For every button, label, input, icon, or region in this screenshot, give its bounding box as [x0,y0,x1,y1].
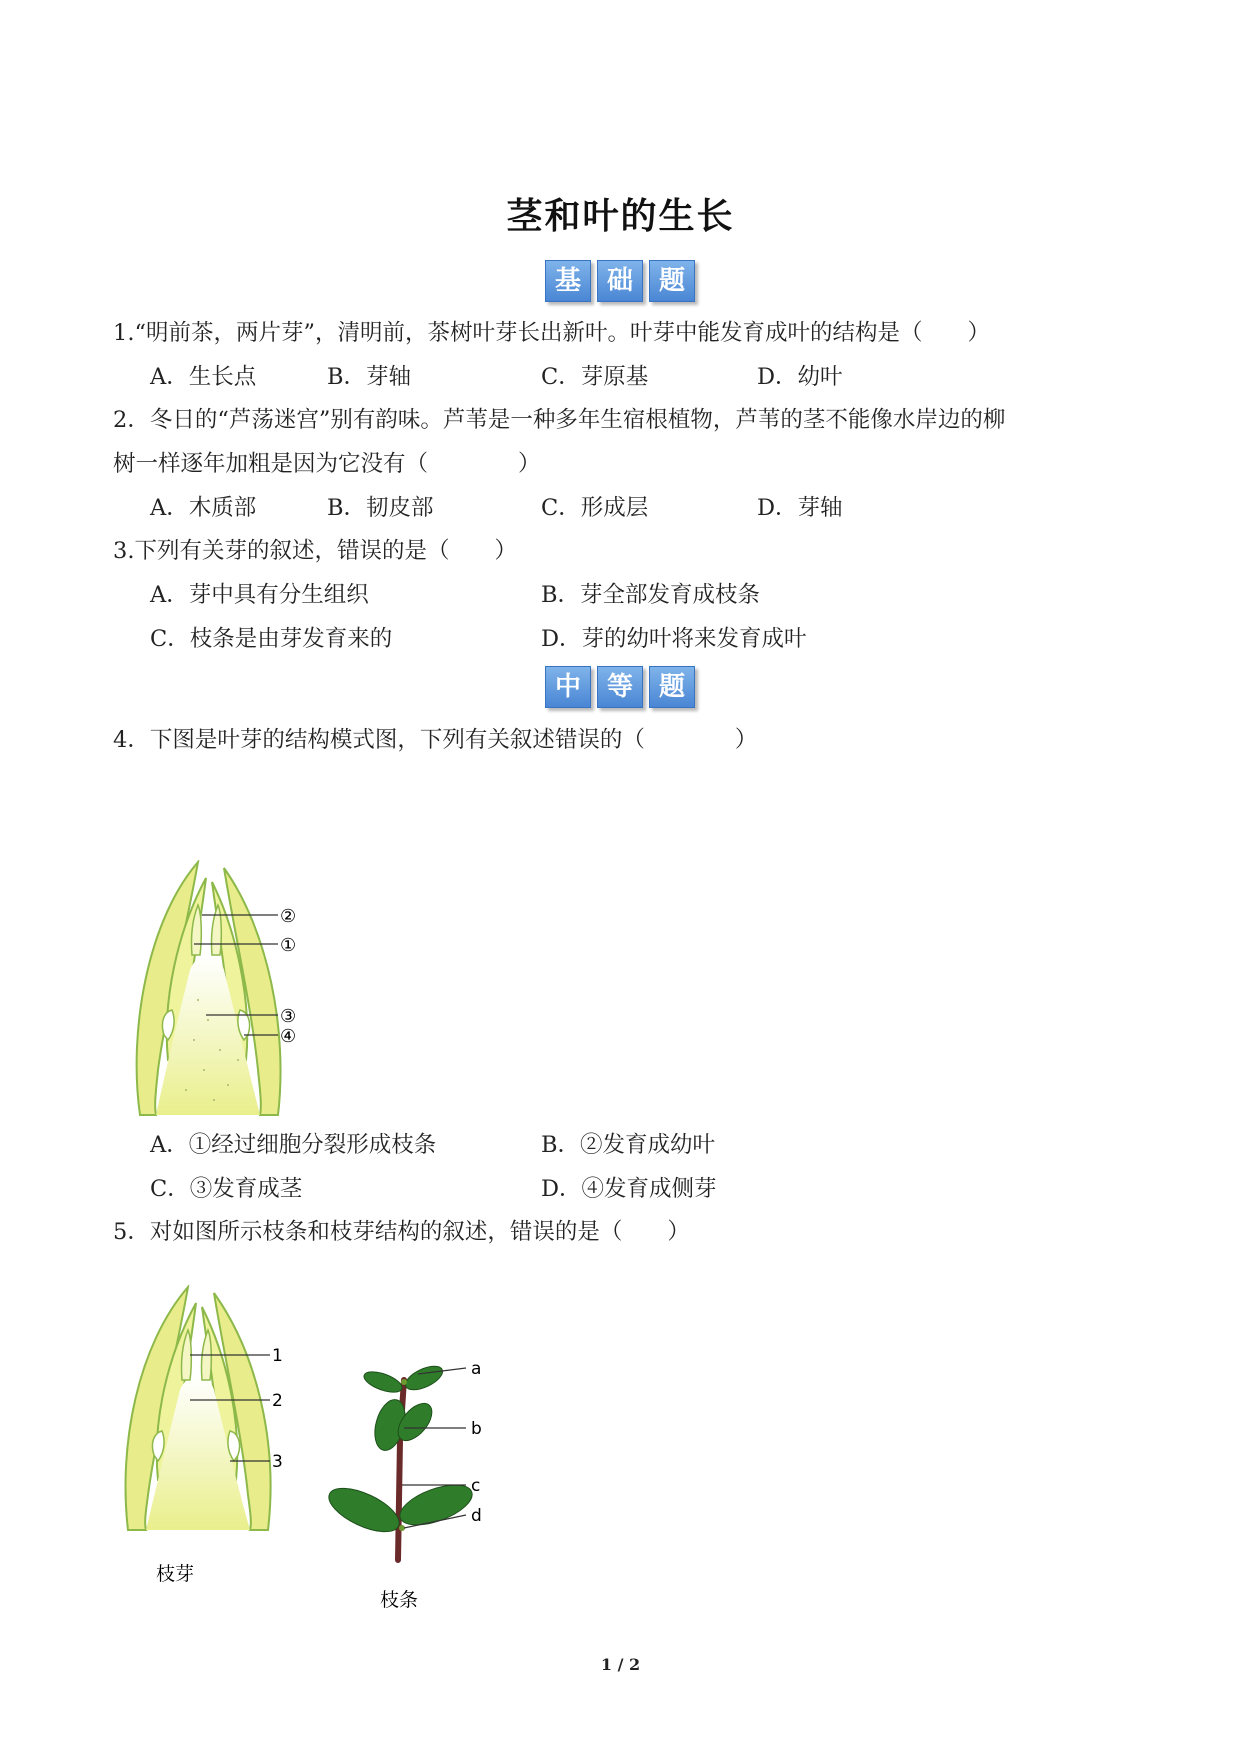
q4-option-a: A．①经过细胞分裂形成枝条 [150,1132,437,1158]
q3-option-b: B．芽全部发育成枝条 [541,582,761,608]
badge-char: 题 [649,260,695,302]
branch-caption: 枝条 [380,1589,419,1610]
section-badge-basic [545,260,695,302]
bud-label-1: ① [280,935,297,956]
question-1-stem: 1.“明前茶，两片芽”，清明前，茶树叶芽长出新叶。叶芽中能发育成叶的结构是（ ） [113,320,990,346]
bud-caption: 枝芽 [156,1563,195,1585]
bud-label-3: ③ [280,1006,297,1027]
question-4-stem: 4．下图是叶芽的结构模式图，下列有关叙述错误的（ ） [113,727,758,753]
q1-option-c: C．芽原基 [541,364,649,390]
q1-option-b: B．芽轴 [327,364,412,390]
badge-char: 基 [545,260,591,302]
page-title: 茎和叶的生长 [506,196,735,237]
badge-char: 中 [545,666,591,708]
q2-option-c: C．形成层 [541,495,649,521]
question-5-stem: 5．对如图所示枝条和枝芽结构的叙述，错误的是（ ） [113,1219,690,1245]
branch-bud-label-3: 3 [272,1452,283,1472]
q4-option-c: C．③发育成茎 [150,1176,303,1202]
branch-label-d: d [471,1506,482,1526]
branch-label-b: b [471,1419,482,1439]
q2-option-a: A．木质部 [150,495,257,521]
branch-bud-label-2: 2 [272,1391,283,1411]
q1-option-d: D．幼叶 [757,364,843,390]
badge-char: 题 [649,666,695,708]
question-2-stem-line2: 树一样逐年加粗是因为它没有（ ） [113,451,541,477]
section-badge-medium [545,666,695,708]
badge-char: 等 [597,666,643,708]
question-3-stem: 3.下列有关芽的叙述，错误的是（ ） [113,538,517,564]
branch-bud-diagram [118,1285,288,1585]
page-number: 1 / 2 [600,1655,641,1674]
branch-bud-label-1: 1 [272,1346,283,1366]
q4-option-d: D．④发育成侧芽 [541,1176,717,1202]
q2-option-d: D．芽轴 [757,495,843,521]
leaf-bud-diagram [128,860,308,1120]
branch-label-a: a [471,1360,482,1379]
branch-label-c: c [471,1476,481,1496]
q2-option-b: B．韧皮部 [327,495,434,521]
bud-label-2: ② [280,906,297,927]
q1-option-a: A．生长点 [150,364,257,390]
q3-option-c: C．枝条是由芽发育来的 [150,626,393,652]
q4-option-b: B．②发育成幼叶 [541,1132,716,1158]
branch-diagram [318,1360,518,1610]
question-2-stem-line1: 2．冬日的“芦荡迷宫”别有韵味。芦苇是一种多年生宿根植物，芦苇的茎不能像水岸边的柳 [113,407,1006,433]
q3-option-d: D．芽的幼叶将来发育成叶 [541,626,807,652]
bud-label-4: ④ [280,1026,297,1047]
q3-option-a: A．芽中具有分生组织 [150,582,369,608]
badge-char: 础 [597,260,643,302]
